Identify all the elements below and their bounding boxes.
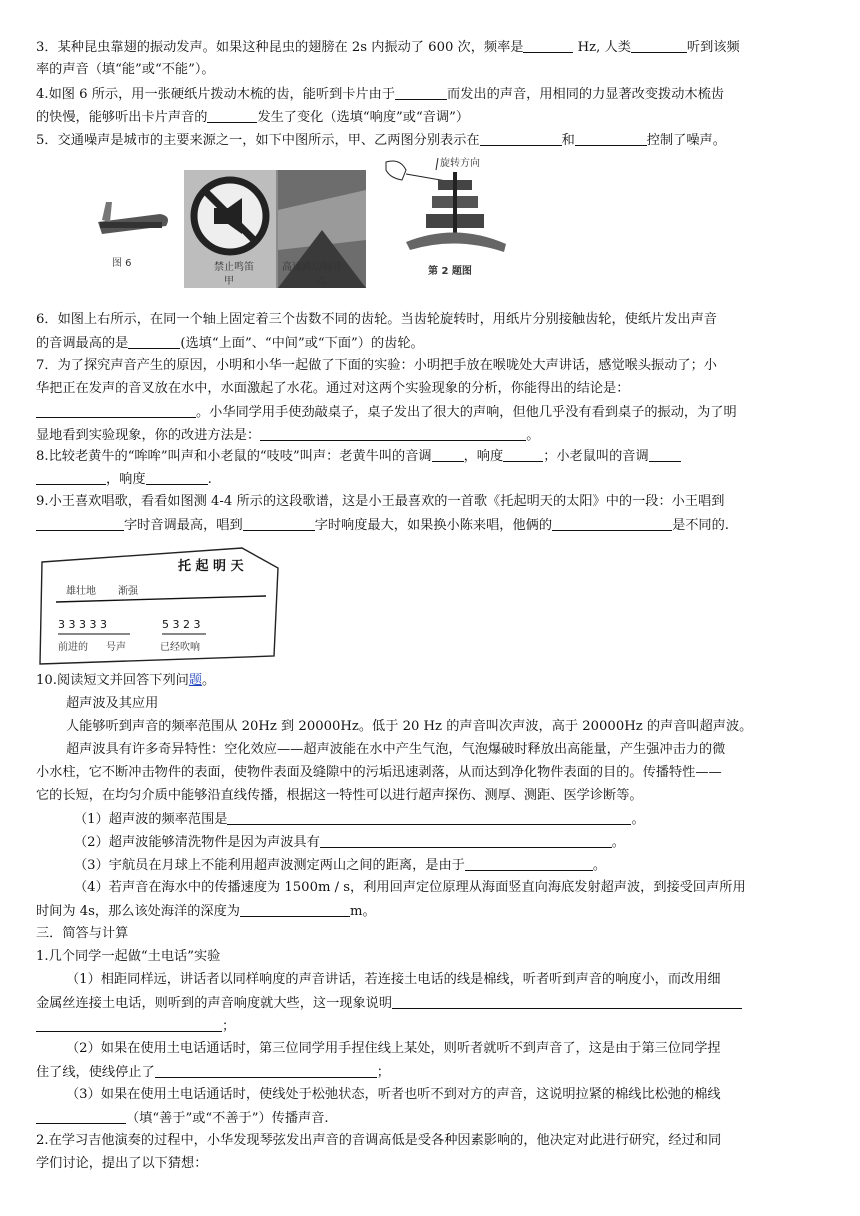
blank[interactable] [155,1063,377,1078]
road-sub: 乙 [316,276,326,287]
blank[interactable] [465,856,593,871]
blank[interactable] [36,403,196,418]
score-lyric-1: 前进的 [58,642,88,653]
q10-p2b: 小水柱，它不断冲击物件的表面，使物件表面及缝隙中的污垢迅速剥落，从而达到净化物件表面的目的。传播特性—— [36,765,722,780]
c1-b2: 住了线，使线停止了 ； [36,1065,390,1080]
q10-s4b: 时间为 4s，那么该处海洋的深度为 m。 [36,904,376,919]
c1-a2: 金属丝连接土电话，则听到的声音响度就大些，这一现象说明 [36,994,742,1013]
q10-s2: （2）超声波能够清洗物件是因为声波具有 。 [74,835,625,850]
blank[interactable] [503,447,543,462]
road-caption: 高速路边隔音 [282,262,342,273]
score-dynamics-2: 渐强 [118,586,138,597]
noise-photos [184,170,366,288]
sign-caption: 禁止鸣笛 [214,262,254,273]
blank[interactable] [36,1109,126,1124]
section-3-heading: 三．简答与计算 [36,926,129,941]
music-score [36,544,282,666]
blank[interactable] [146,470,208,485]
score-dynamics-1: 雄壮地 [66,586,96,597]
q7-line3: 。小华同学用手使劲敲桌子，桌子发出了很大的声响，但他几乎没有看到桌子的振动，为了明 [36,403,737,422]
score-lyric-3: 已经吹响 [160,642,200,653]
score-lyric-2: 号声 [106,642,126,653]
q4-line1: 4.如图 6 所示，用一张硬纸片拨动木梳的齿，能听到卡片由于 而发出的声音，用相同的力显著改变拨动木梳齿 [36,87,724,102]
c1-b1: （2）如果在使用土电话通话时，第三位同学用手捏住线上某处，则听者就听不到声音了，这是由于第三位同学捏 [66,1041,721,1056]
c1-c2: （填“善于”或“不善于”）传播声音. [36,1109,329,1128]
blank[interactable] [392,994,742,1009]
q10-p1: 人能够听到声音的频率范围从 20Hz 到 20000Hz。低于 20 Hz 的声音叫次声波，高于 20000Hz 的声音叫超声波。 [66,719,753,734]
q10-s3: （3）宇航员在月球上不能利用超声波测定两山之间的距离，是由于 。 [74,858,607,873]
blank[interactable] [432,447,464,462]
score-title: 托 起 明 天 [178,559,244,574]
c1-c1: （3）如果在使用土电话通话时，使线处于松弛状态，听者也听不到对方的声音，这说明拉紧的棉线比松弛的棉线 [66,1087,721,1102]
q10-s4a: （4）若声音在海水中的传播速度为 1500m / s，利用回声定位原理从海面竖直向海底发射超声波，到接受回声所用 [74,880,746,895]
q3-line1: 3．某种昆虫靠翅的振动发声。如果这种昆虫的翅膀在 2s 内振动了 600 次，频率是 Hz, 人类 听到该频 [36,40,740,55]
blank[interactable] [243,516,315,531]
rotate-label: 旋转方向 [440,158,480,169]
blank[interactable] [128,334,180,349]
q10-intro: 10.阅读短文并回答下列问题。 [36,673,216,688]
blank[interactable] [631,38,687,53]
sign-sub: 甲 [224,276,234,287]
blank[interactable] [36,470,106,485]
gear-caption: 第 2 题图 [428,266,472,277]
gear-figure [376,152,518,282]
q7-line1: 7．为了探究声音产生的原因，小明和小华一起做了下面的实验：小明把手放在喉咙处大声讲话，感觉喉头振动了；小 [36,358,717,373]
c1-a1: （1）相距同样远，讲话者以同样响度的声音讲话，若连接土电话的线是棉线，听者听到声音的响度小，而改用细 [66,972,721,987]
c1-title: 1.几个同学一起做“土电话”实验 [36,949,221,964]
blank[interactable] [575,131,647,146]
blank[interactable] [227,810,631,825]
comb-figure [90,190,178,280]
fig6-caption: 图 6 [112,258,132,269]
blank[interactable] [320,833,612,848]
q10-title: 超声波及其应用 [66,696,159,711]
q8-line2: ，响度 . [36,470,212,489]
q8-line1: 8.比较老黄牛的“哞哞”叫声和小老鼠的“吱吱”叫声：老黄牛叫的音调 ，响度 ；小老鼠叫的音调 [36,447,681,466]
blank[interactable] [523,38,573,53]
question-link[interactable]: 题 [188,673,203,688]
blank[interactable] [36,516,124,531]
q7-line4: 显地看到实验现象，你的改进方法是： 。 [36,428,540,443]
blank[interactable] [260,426,526,441]
blank[interactable] [649,447,681,462]
blank[interactable] [36,1017,222,1032]
q9-line2: 字时音调最高，唱到 字时响度最大，如果换小陈来唱，他俩的 是不同的. [36,516,729,535]
q5-line: 5．交通噪声是城市的主要来源之一，如下中图所示，甲、乙两图分别表示在 和 控制了噪声。 [36,133,726,148]
q6-line1: 6．如图上右所示，在同一个轴上固定着三个齿数不同的齿轮。当齿轮旋转时，用纸片分别接触齿轮，使纸片发出声音 [36,312,717,327]
q6-line2: 的音调最高的是 (选填“上面”、“中间”或“下面”）的齿轮。 [36,336,424,351]
q4-line2: 的快慢，能够听出卡片声音的 发生了变化（选填“响度”或“音调”） [36,110,470,125]
q9-line1: 9.小王喜欢唱歌，看看如图测 4-4 所示的这段歌谱，这是小王最喜欢的一首歌《托起明天的太阳》中的一段：小王唱到 [36,494,725,509]
blank[interactable] [207,108,257,123]
blank[interactable] [552,516,672,531]
blank[interactable] [395,85,447,100]
q7-line2: 华把正在发声的音叉放在水中，水面激起了水花。通过对这两个实验现象的分析，你能得出的结论是： [36,381,630,396]
q10-p2a: 超声波具有许多奇异特性：空化效应——超声波能在水中产生气泡，气泡爆破时释放出高能量，产生强冲击力的微 [66,742,726,757]
blank[interactable] [240,902,350,917]
q3-line2: 率的声音（填“能”或“不能”）。 [36,62,215,77]
c2-a: 2.在学习吉他演奏的过程中，小华发现琴弦发出声音的音调高低是受各种因素影响的，他决定对此进行研究，经过和同 [36,1133,722,1148]
c1-a3: ； [36,1017,235,1036]
score-notes-1: 3 3 3 3 3 [58,618,107,631]
score-notes-2: 5 3 2 3 [162,618,201,631]
blank[interactable] [480,131,562,146]
q10-s1: （1）超声波的频率范围是 。 [74,812,645,827]
c2-b: 学们讨论，提出了以下猜想： [36,1156,208,1171]
q10-p2c: 它的长短，在均匀介质中能够沿直线传播，根据这一特性可以进行超声探伤、测厚、测距、医学诊断等。 [36,788,643,803]
